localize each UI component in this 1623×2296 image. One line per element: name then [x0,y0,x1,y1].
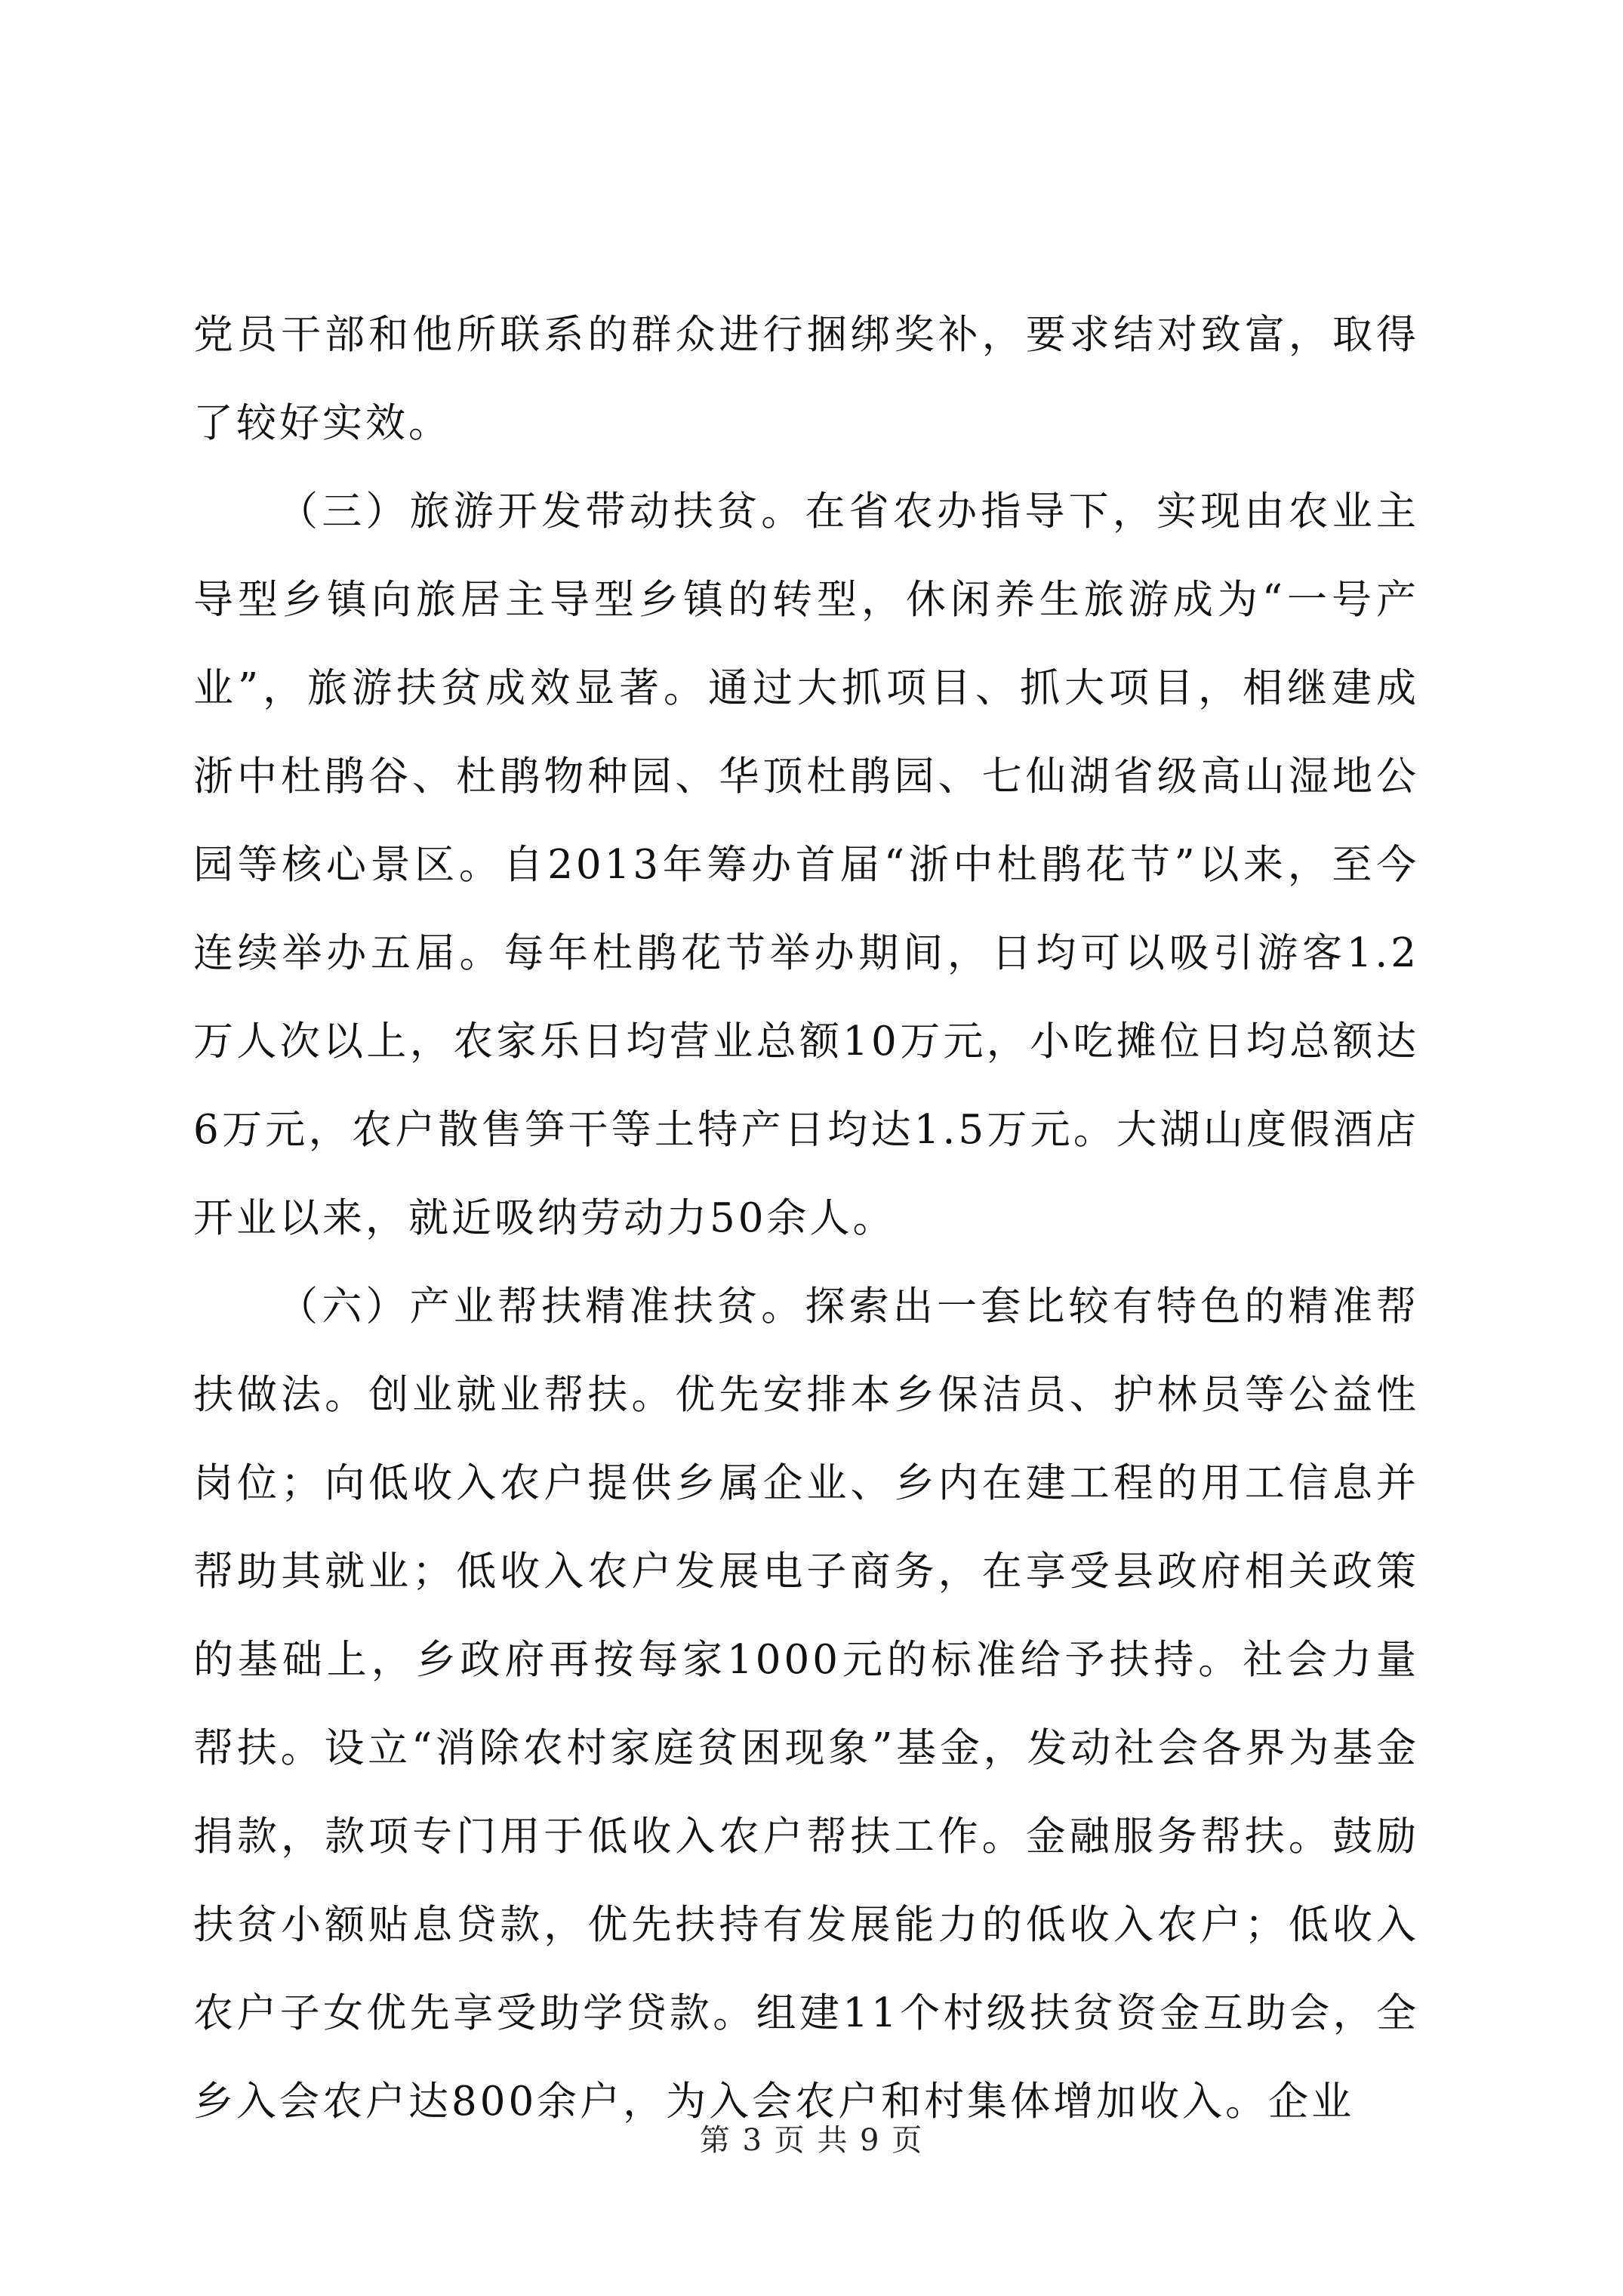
document-body [193,291,1419,2146]
paragraph-tourism-poverty-alleviation: （三）旅游开发带动扶贫。在省农办指导下，实现由农业主导型乡镇向旅居主导型乡镇的转型，休闲养生旅游成为“一号产业”，旅游扶贫成效显著。通过大抓项目、抓大项目，相继建成浙中杜鹃谷、杜鹃物种园、华顶杜鹃园、七仙湖省级高山湿地公园等核心景区。自2013年筹办首届“浙中杜鹃花节”以来，至今连续举办五届。每年杜鹃花节举办期间，日均可以吸引游客1.2万人次以上，农家乐日均营业总额10万元，小吃摊位日均总额达6万元，农户散售笋干等土特产日均达1.5万元。大湖山度假酒店开业以来，就近吸纳劳动力50余人。 [193,488,1419,1241]
paragraph-continuation: 党员干部和他所联系的群众进行捆绑奖补，要求结对致富，取得了较好实效。 [193,312,1419,446]
paragraph-industry-support: （六）产业帮扶精准扶贫。探索出一套比较有特色的精准帮扶做法。创业就业帮扶。优先安排本乡保洁员、护林员等公益性岗位；向低收入农户提供乡属企业、乡内在建工程的用工信息并帮助其就业；低收入农户发展电子商务，在享受县政府相关政策的基础上，乡政府再按每家1000元的标准给予扶持。社会力量帮扶。设立“消除农村家庭贫困现象”基金，发动社会各界为基金捐款，款项专门用于低收入农户帮扶工作。金融服务帮扶。鼓励扶贫小额贴息贷款，优先扶持有发展能力的低收入农户；低收入农户子女优先享受助学贷款。组建11个村级扶贫资金互助会，全乡入会农户达800余户，为入会农户和村集体增加收入。企业 [193,1284,1419,2125]
page-number-footer: 第 3 页 共 9 页 [699,2123,924,2158]
